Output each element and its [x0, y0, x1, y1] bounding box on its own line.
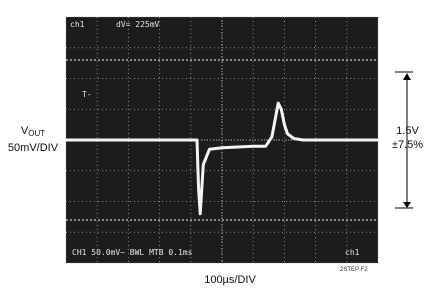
- vout-scale-label: 50mV/DIV: [7, 142, 59, 154]
- figure-id-label: 2STEP F2: [340, 267, 368, 273]
- range-top-label: 1.5V: [396, 125, 419, 137]
- scope-status-line: CH1 50.0mV~ BWL MTB 0.1ms: [72, 248, 193, 257]
- trigger-marker: T-: [82, 90, 92, 99]
- range-bottom-label: ±7.5%: [391, 139, 424, 151]
- scope-bottom-right-label: ch1: [345, 248, 360, 257]
- tolerance-range-label: [380, 124, 435, 152]
- scope-top-mid-label: dV= 225mV: [116, 20, 160, 29]
- vout-main-label: V: [20, 125, 29, 137]
- time-scale-label: 100µs/DIV: [204, 274, 256, 286]
- scope-top-left-label: ch1: [70, 20, 85, 29]
- vout-sub-label: OUT: [28, 129, 46, 138]
